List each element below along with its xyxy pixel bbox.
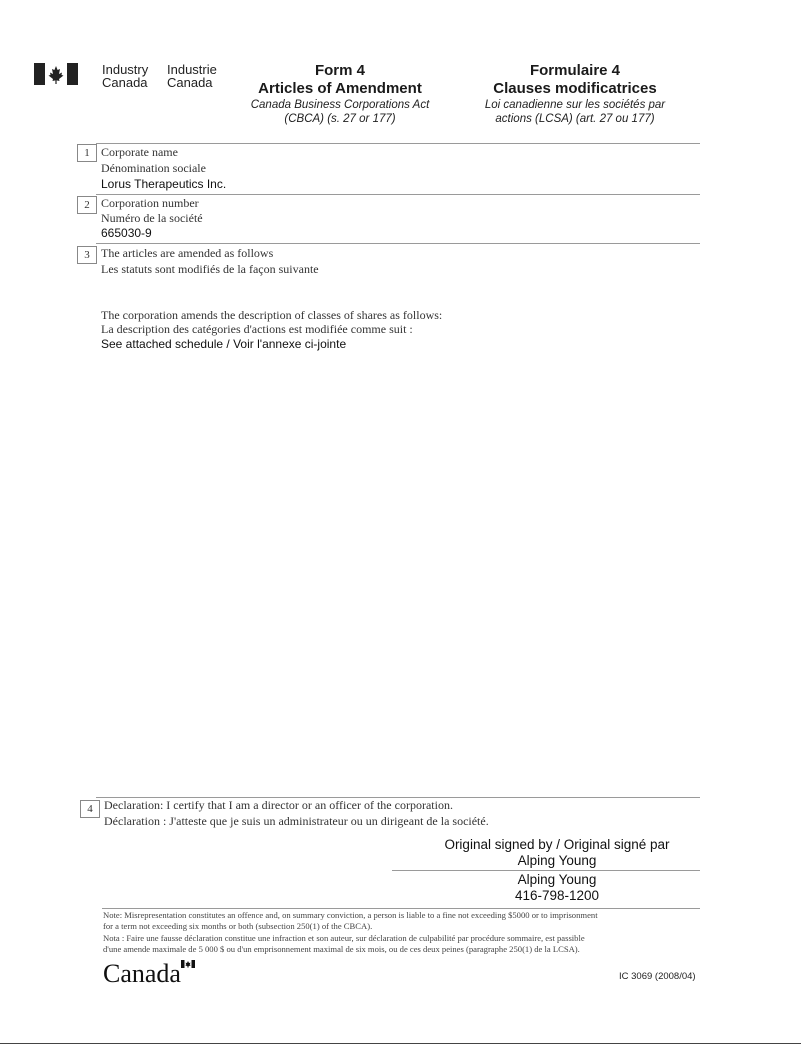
signed-by-line: Original signed by / Original signé par bbox=[444, 837, 670, 852]
signature-line bbox=[392, 870, 700, 871]
act-en-line2: (CBCA) (s. 27 or 177) bbox=[284, 113, 396, 125]
corporation-number-value: 665030-9 bbox=[101, 226, 152, 240]
corporate-name-label-fr: Dénomination sociale bbox=[101, 161, 206, 175]
department-fr-line1: Industrie bbox=[167, 62, 217, 77]
wordmark-flag-icon bbox=[181, 960, 195, 968]
page-bottom-edge bbox=[0, 1043, 801, 1044]
section-3-number: 3 bbox=[77, 246, 97, 264]
act-en-line1: Canada Business Corporations Act bbox=[250, 99, 430, 111]
section-4-number: 4 bbox=[80, 800, 100, 818]
declaration-label-en: Declaration: I certify that I am a director or an officer of the corporation. bbox=[104, 798, 453, 812]
corporate-name-value: Lorus Therapeutics Inc. bbox=[101, 177, 227, 191]
section-2-divider bbox=[96, 194, 700, 195]
department-fr bbox=[167, 63, 217, 89]
canada-wordmark: Canada bbox=[103, 959, 181, 988]
printed-name: Alping Young bbox=[517, 872, 597, 887]
note-en-line1: Note: Misrepresentation constitutes an offence and, on summary conviction, a person is liable to a fine not exceeding $5000 or to imprisonment bbox=[103, 910, 598, 920]
signer-name: Alping Young bbox=[517, 853, 597, 868]
note-fr-line2: d'une amende maximale de 5 000 $ ou d'un emprisonnement maximal de six mois, ou de ces deux peines (paragraphe 250(1) de la LCSA). bbox=[103, 944, 580, 954]
department-en-line2: Canada bbox=[102, 75, 148, 90]
section-1-divider bbox=[96, 143, 700, 144]
amendment-label-en: The articles are amended as follows bbox=[101, 246, 274, 260]
note-fr-line1: Nota : Faire une fausse déclaration constitue une infraction et son auteur, sur déclaration de culpabilité par procédure sommaire, est passible bbox=[103, 933, 585, 943]
section-3-divider bbox=[96, 243, 700, 244]
note-en-line2: for a term not exceeding six months or both (subsection 250(1) of the CBCA). bbox=[103, 921, 373, 931]
corporate-name-label-en: Corporate name bbox=[101, 145, 178, 159]
department-en-line1: Industry bbox=[102, 62, 149, 77]
section-1-number: 1 bbox=[77, 144, 97, 162]
phone-number: 416-798-1200 bbox=[514, 888, 600, 903]
amendment-label-fr: Les statuts sont modifiés de la façon suivante bbox=[101, 262, 319, 276]
form-title-en: Articles of Amendment bbox=[258, 80, 422, 97]
corporation-number-label-en: Corporation number bbox=[101, 196, 199, 210]
form-title-fr: Clauses modificatrices bbox=[493, 80, 657, 97]
form-number-fr: Formulaire 4 bbox=[529, 62, 621, 79]
share-classes-desc-en: The corporation amends the description of classes of shares as follows: bbox=[101, 308, 443, 322]
declaration-label-fr: Déclaration : J'atteste que je suis un administrateur ou un dirigeant de la société. bbox=[104, 814, 489, 828]
form-heading-fr bbox=[455, 62, 695, 126]
corporation-number-label-fr: Numéro de la société bbox=[101, 211, 203, 225]
share-classes-desc-fr: La description des catégories d'actions est modifiée comme suit : bbox=[101, 322, 413, 336]
notes-divider bbox=[102, 908, 700, 909]
form-number-en: Form 4 bbox=[314, 62, 365, 79]
department-en bbox=[102, 63, 148, 89]
canada-flag-icon bbox=[34, 63, 78, 85]
act-fr-line2: actions (LCSA) (art. 27 ou 177) bbox=[495, 113, 655, 125]
act-fr-line1: Loi canadienne sur les sociétés par bbox=[484, 99, 666, 111]
form-code: IC 3069 (2008/04) bbox=[619, 971, 696, 982]
form-heading-en bbox=[225, 62, 455, 126]
amendment-value: See attached schedule / Voir l'annexe ci-jointe bbox=[101, 337, 347, 351]
section-2-number: 2 bbox=[77, 196, 97, 214]
department-fr-line2: Canada bbox=[167, 75, 213, 90]
